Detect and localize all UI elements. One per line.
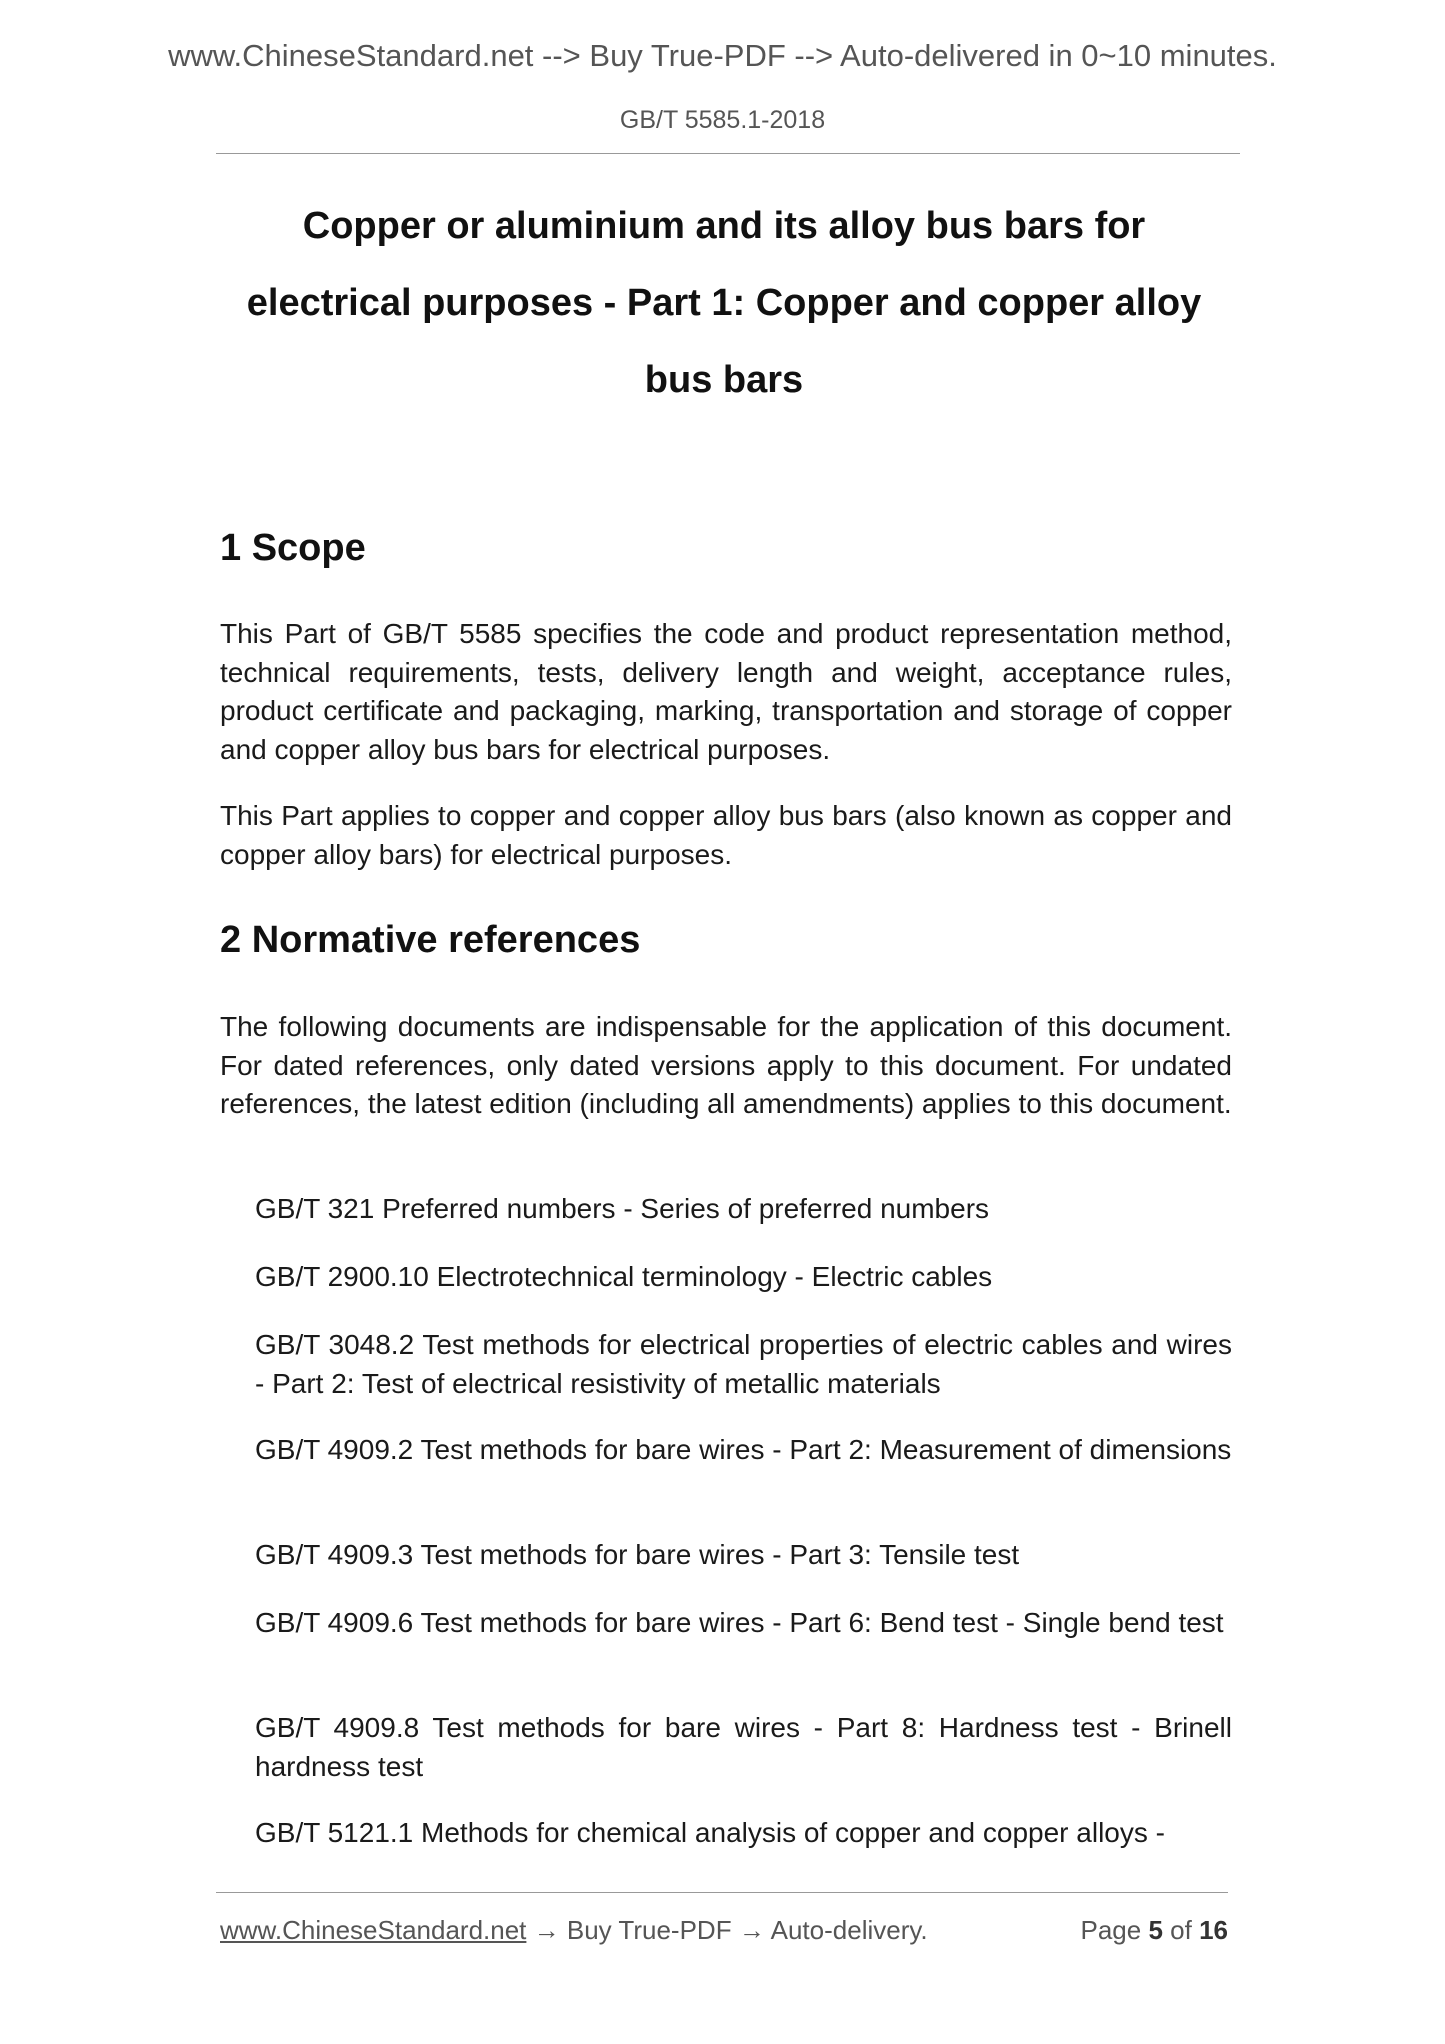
page-label: Page: [1080, 1915, 1142, 1945]
reference-item: GB/T 4909.3 Test methods for bare wires - Part 3: Tensile test: [255, 1539, 1020, 1570]
reference-item: GB/T 2900.10 Electrotechnical terminology - Electric cables: [255, 1261, 993, 1292]
reference-item: GB/T 3048.2 Test methods for electrical properties of electric cables and wires - Part 2: Test of electrical resistivity of metallic materials: [255, 1329, 1232, 1399]
section-heading-normative-references: 2 Normative references: [220, 919, 641, 961]
arrow-right-icon: →: [533, 1915, 560, 1945]
standard-code: GB/T 5585.1-2018: [619, 106, 826, 134]
reference-item: GB/T 4909.8 Test methods for bare wires - Part 8: Hardness test - Brinell hardness test: [255, 1712, 1232, 1782]
page-footer: [220, 1915, 1228, 1955]
footer-promo: [220, 1915, 928, 1946]
section-heading-scope: 1 Scope: [220, 527, 366, 569]
footer-delivery-text: Auto-delivery.: [770, 1915, 928, 1945]
page-indicator: [1080, 1915, 1228, 1946]
arrow-right-icon: →: [738, 1915, 765, 1945]
of-label: of: [1170, 1915, 1192, 1945]
reference-item: GB/T 321 Preferred numbers - Series of preferred numbers: [255, 1193, 990, 1224]
page-number: 5: [1148, 1915, 1163, 1945]
reference-item: GB/T 4909.6 Test methods for bare wires - Part 6: Bend test - Single bend test: [255, 1607, 1224, 1638]
document-title: Copper or aluminium and its alloy bus bars for electrical purposes - Part 1: Copper and copper alloy bus bars: [246, 205, 1202, 401]
reference-item: GB/T 4909.2 Test methods for bare wires - Part 2: Measurement of dimensions: [255, 1434, 1232, 1465]
reference-item: GB/T 5121.1 Methods for chemical analysis of copper and copper alloys -: [255, 1817, 1165, 1848]
footer-divider: [216, 1892, 1228, 1893]
normative-intro-paragraph: The following documents are indispensable for the application of this document. For dated references, only dated versions apply to this document. For undated references, the latest edition (including all amendments) applies to this document.: [220, 1011, 1232, 1119]
scope-paragraph: This Part of GB/T 5585 specifies the code and product representation method, technical requirements, tests, delivery length and weight, acceptance rules, product certificate and packaging, marking, transportation and storage of copper and copper alloy bus bars for electrical purposes.: [220, 618, 1232, 765]
top-banner: www.ChineseStandard.net --> Buy True-PDF --> Auto-delivered in 0~10 minutes.: [168, 38, 1277, 73]
footer-site-link[interactable]: www.ChineseStandard.net: [220, 1915, 527, 1945]
scope-paragraph: This Part applies to copper and copper alloy bus bars (also known as copper and copper alloy bars) for electrical purposes.: [220, 800, 1232, 870]
page-total: 16: [1199, 1915, 1228, 1945]
header-divider: [216, 153, 1240, 154]
footer-buy-text: Buy True-PDF: [566, 1915, 732, 1945]
